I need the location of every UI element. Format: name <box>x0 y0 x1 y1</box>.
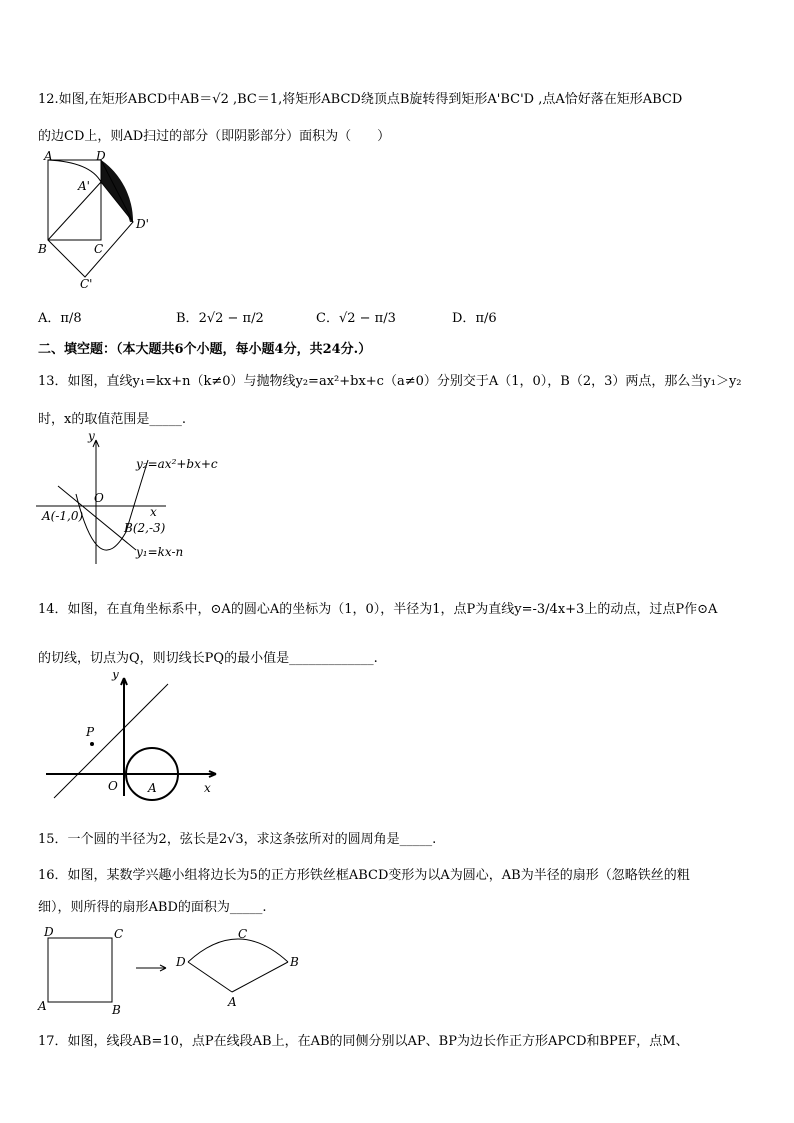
q16-line2: 细），则所得的扇形ABD的面积为_____. <box>38 900 267 915</box>
q16-line1: 16．如图，某数学兴趣小组将边长为5的正方形铁丝框ABCD变形为以A为圆心，AB为半径的扇形（忽略铁丝的粗 <box>38 868 690 883</box>
q14-label-x: x <box>204 781 211 795</box>
q13-line1: 13．如图，直线y₁=kx+n（k≠0）与抛物线y₂=ax²+bx+c（a≠0）分别交于A（1，0），B（2，3）两点，那么当y₁＞y₂ <box>38 374 742 389</box>
q16-label-C: C <box>114 927 124 941</box>
q12-line2: 的边CD上，则AD扫过的部分（即阴影部分）面积为（ ） <box>38 129 391 144</box>
label-D: D <box>96 150 106 163</box>
label-B: B <box>38 242 47 256</box>
q13-figure <box>36 432 236 567</box>
q14-line1: 14．如图，在直角坐标系中，⊙A的圆心A的坐标为（1，0），半径为1，点P为直线y=-3/4x+3上的动点，过点P作⊙A <box>38 602 718 617</box>
q13-label-x: x <box>150 505 157 519</box>
q17-text: 17．如图，线段AB=10，点P在线段AB上，在AB的同侧分别以AP、BP为边长作正方形APCD和BPEF，点M、 <box>38 1034 689 1049</box>
q14-line2: 的切线，切点为Q，则切线长PQ的最小值是_____________. <box>38 651 378 666</box>
q12-option-d: D．π/6 <box>452 311 497 326</box>
q13-label-B: B(2,-3) <box>124 521 166 535</box>
label-C-prime: C' <box>80 277 93 290</box>
q13-label-y: y <box>88 432 95 443</box>
q16-label-B2: B <box>290 955 299 969</box>
label-D-prime: D' <box>136 217 149 231</box>
q13-label-O: O <box>94 491 104 505</box>
q16-label-D2: D <box>176 955 186 969</box>
q16-label-D: D <box>44 925 54 939</box>
q12-option-a: A．π/8 <box>38 311 82 326</box>
q14-label-y: y <box>112 672 119 681</box>
q14-label-O: O <box>108 779 118 793</box>
q12-option-c: C．√2 − π/3 <box>316 311 396 326</box>
q13-label-y1: y₁=kx-n <box>136 545 184 559</box>
q12-line1: 12.如图,在矩形ABCD中AB＝√2 ,BC＝1,将矩形ABCD绕顶点B旋转得到矩形A'BC'D ,点A恰好落在矩形ABCD <box>38 92 683 107</box>
label-A-prime: A' <box>78 179 90 193</box>
q12-option-b: B．2√2 − π/2 <box>176 311 264 326</box>
q13-label-y2: y₂=ax²+bx+c <box>136 457 218 471</box>
q14-label-P: P <box>86 725 95 739</box>
q16-figure <box>34 922 314 1018</box>
q14-label-A: A <box>148 781 157 795</box>
q16-label-C2: C <box>238 927 248 941</box>
label-A: A <box>44 150 53 163</box>
section-2-heading: 二、填空题：（本大题共6个小题，每小题4分，共24分.） <box>38 342 372 357</box>
q12-figure <box>30 150 160 290</box>
q16-label-A2: A <box>228 995 237 1009</box>
q13-line2: 时，x的取值范围是_____. <box>38 412 186 427</box>
q13-label-A: A(-1,0) <box>42 509 84 523</box>
q16-label-B: B <box>112 1003 121 1017</box>
q15-text: 15．一个圆的半径为2，弦长是2√3，求这条弦所对的圆周角是_____. <box>38 832 437 847</box>
q14-figure <box>40 672 230 802</box>
q16-label-A: A <box>38 999 47 1013</box>
label-C: C <box>94 242 104 256</box>
